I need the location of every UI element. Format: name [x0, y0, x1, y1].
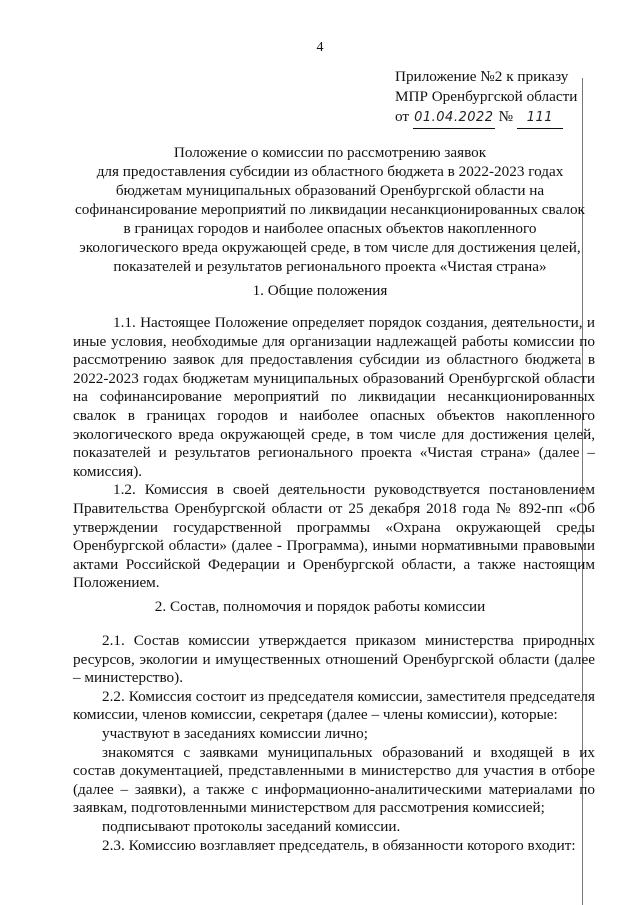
paragraph-2-3: 2.3. Комиссию возглавляет председатель, в обязанности которого входит: [102, 836, 576, 854]
title-line-7: показателей и результатов регионального проекта «Чистая страна» [113, 258, 547, 275]
appendix-line-2: МПР Оренбургской области [395, 88, 578, 105]
number-value: 111 [526, 110, 554, 125]
appendix-header [395, 67, 635, 129]
paragraph-2-1: 2.1. Состав комиссии утверждается приказом министерства природных ресурсов, экологии и имущественных отношений Оренбургской области (далее – министерство). [73, 632, 595, 687]
page-number: 4 [316, 40, 324, 55]
paragraph-1-1: 1.1. Настоящее Положение определяет порядок создания, деятельности, и иные условия, необходимые для организации надлежащей работы комиссии по рассмотрению заявок для предоставления субсидии из областного бюджета в 2022-2023 годах бюджетам муниципальных образований Оренбургской области на софинансирование мероприятий по ликвидации несанкционированных свалок в границах городов и наиболее опасных объектов накопленного экологического вреда окружающей среде, в том числе для достижения целей, показателей и результатов регионального проекта «Чистая страна» (далее – комиссия). [73, 314, 595, 480]
section-2-body [73, 632, 595, 855]
section-1-heading: 1. Общие положения [252, 282, 388, 299]
number-field [517, 107, 563, 129]
document-title [70, 143, 590, 276]
title-line-3: бюджетам муниципальных образований Оренбургской области на [115, 182, 545, 199]
paragraph-2-2: 2.2. Комиссия состоит из председателя комиссии, заместителя председателя комиссии, членов комиссии, секретаря (далее – члены комиссии), которые: [73, 687, 595, 724]
list-item-2: знакомятся с заявками муниципальных образований и входящей в их состав документацией, представленными в министерство для участия в отборе (далее – заявки), а также с информационно-аналитическими материалами по заявкам, подготовленными министерством для рассмотрения комиссией; [73, 743, 595, 817]
appendix-date-line [395, 107, 635, 129]
section-2-heading: 2. Состав, полномочия и порядок работы комиссии [154, 598, 486, 615]
list-item-1: участвуют в заседаниях комиссии лично; [102, 724, 368, 742]
date-field [413, 107, 495, 129]
list-item-3: подписывают протоколы заседаний комиссии. [102, 817, 401, 835]
date-value: 01.04.2022 [414, 110, 494, 125]
date-prefix: от [395, 108, 410, 125]
title-line-1: Положение о комиссии по рассмотрению заявок [173, 144, 487, 161]
section-1-body [73, 314, 595, 593]
appendix-line-1: Приложение №2 к приказу [395, 68, 569, 85]
paragraph-1-2: 1.2. Комиссия в своей деятельности руководствуется постановлением Правительства Оренбургской области от 25 декабря 2018 года № 892-пп «Об утверждении государственной программы «Охрана окружающей среды Оренбургской области» (далее - Программа), иными нормативными правовыми актами Российской Федерации и Оренбургской области, а также настоящим Положением. [73, 481, 595, 592]
number-label: № [498, 108, 514, 125]
title-line-5: в границах городов и наиболее опасных объектов накопленного [123, 220, 537, 237]
title-line-4: софинансирование мероприятий по ликвидации несанкционированных свалок [75, 201, 585, 218]
title-line-6: экологического вреда окружающей среде, в том числе для достижения целей, [79, 239, 581, 256]
title-line-2: для предоставления субсидии из областного бюджета в 2022-2023 годах [96, 163, 564, 180]
